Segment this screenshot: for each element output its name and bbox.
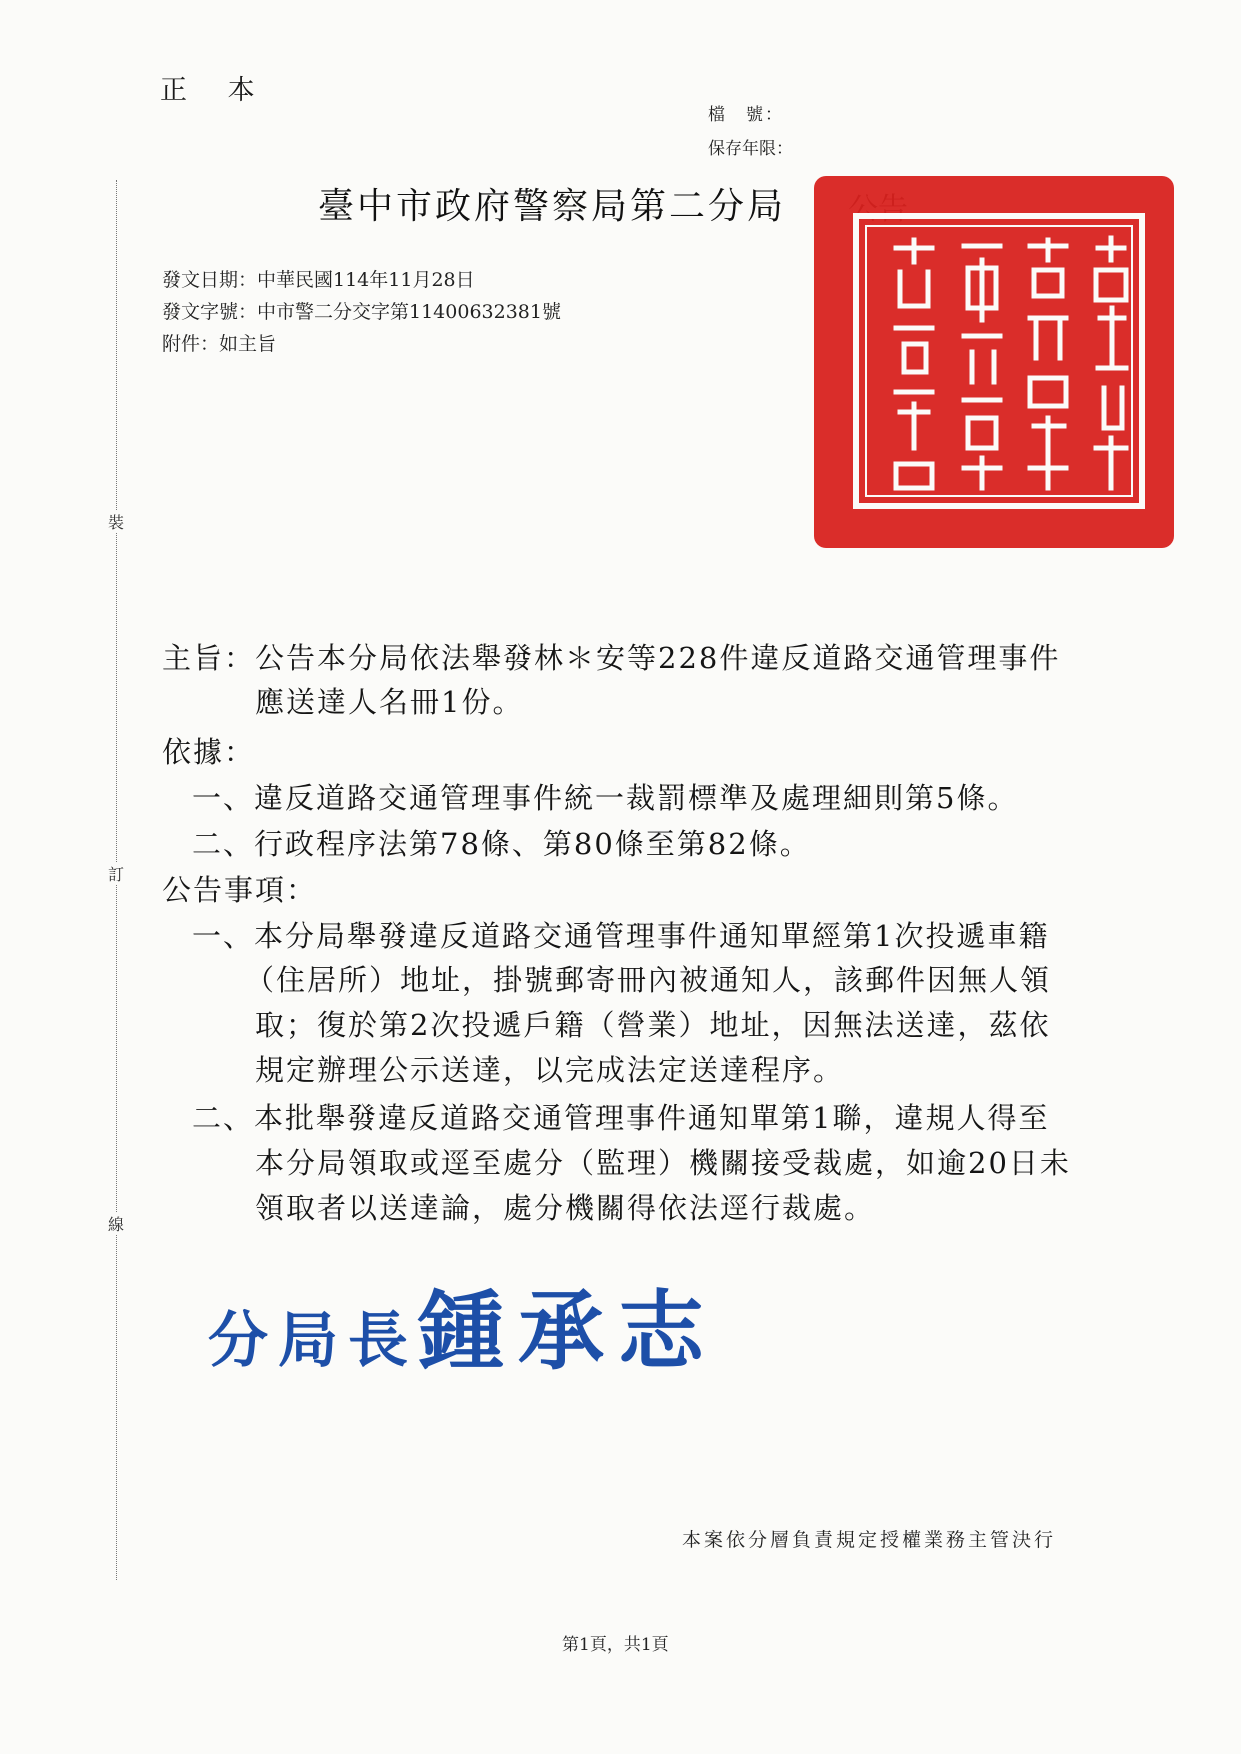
agency-title: 臺中市政府警察局第二分局 [318,186,787,227]
official-seal [808,168,1182,558]
basis-item-2: 二、行政程序法第78條、第80條至第82條。 [192,827,811,861]
notice-1-line-4: 規定辦理公示送達，以完成法定送達程序。 [255,1053,845,1087]
subject-line-2: 應送達人名冊1份。 [255,685,524,719]
basis-heading: 依據： [162,735,256,769]
binding-mark-zhuang: 裝 [106,510,126,533]
subject-line-1: 主旨：公告本分局依法舉發林＊安等228件違反道路交通管理事件 [162,641,1061,675]
notice-1-line-1: 一、本分局舉發違反道路交通管理事件通知單經第1次投遞車籍 [192,919,1050,953]
notice-2-line-1: 二、本批舉發違反道路交通管理事件通知單第1聯，違規人得至 [192,1101,1050,1135]
delegation-note: 本案依分層負責規定授權業務主管決行 [682,1529,1057,1551]
copy-mark: 正 本 [160,75,271,106]
signature-title: 分局長 [208,1306,418,1376]
basis-item-1: 一、違反道路交通管理事件統一裁罰標準及處理細則第5條。 [192,781,1019,815]
notice-2-line-3: 領取者以送達論，處分機關得依法逕行裁處。 [255,1191,876,1225]
signature-name: 鍾承志 [418,1282,718,1382]
file-number-label: 檔 號： [708,105,784,125]
issue-date: 發文日期：中華民國114年11月28日 [162,269,475,291]
notice-1-line-3: 取；復於第2次投遞戶籍（營業）地址，因無法送達，茲依 [255,1008,1051,1042]
issue-number: 發文字號：中市警二分交字第11400632381號 [162,301,561,323]
page-number: 第1頁，共1頁 [562,1635,669,1655]
retention-period-label: 保存年限： [708,139,793,159]
notice-heading: 公告事項： [162,873,318,907]
binding-mark-ding: 訂 [106,862,126,885]
attachment-note: 附件：如主旨 [162,333,277,355]
signature-stamp [208,1262,718,1386]
binding-mark-xian: 線 [106,1212,126,1235]
notice-2-line-2: 本分局領取或逕至處分（監理）機關接受裁處，如逾20日未 [255,1146,1071,1180]
notice-1-line-2: （住居所）地址，掛號郵寄冊內被通知人，該郵件因無人領 [245,963,1052,997]
